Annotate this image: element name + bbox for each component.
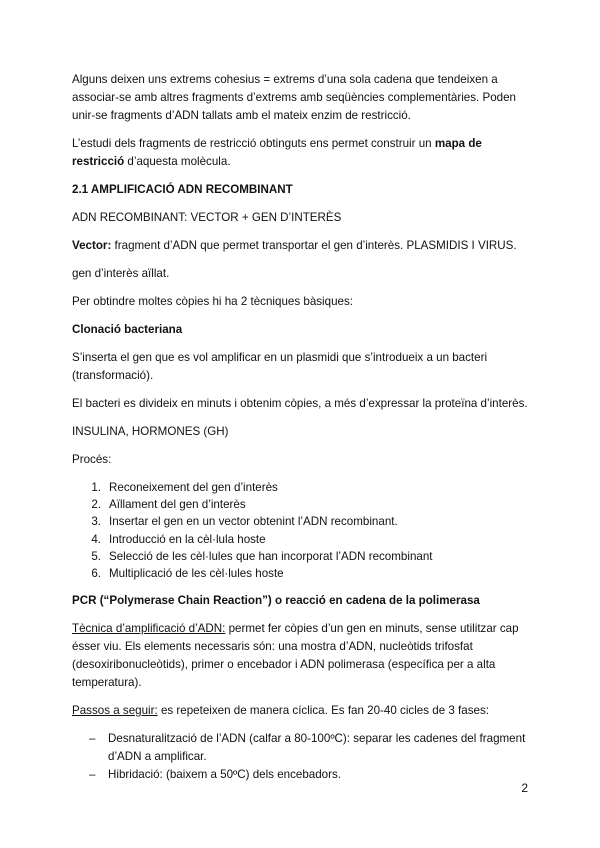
list-item xyxy=(72,730,530,766)
list-item-text: Multiplicació de les cèl·lules hoste xyxy=(109,567,284,581)
dash-bullet: – xyxy=(89,768,96,782)
proces-label: Procés: xyxy=(72,453,112,466)
paragraph-pcr-tecnica xyxy=(72,620,530,692)
vector-text: fragment d’ADN que permet transportar el gen d’interès. PLASMIDIS I VIRUS. xyxy=(111,239,517,252)
list-item xyxy=(72,513,530,530)
paragraph-adn-recombinant: ADN RECOMBINANT: VECTOR + GEN D’INTERÈS xyxy=(72,211,342,224)
pcr-tecnica-text: permet fer còpies d’un gen en minuts, sense utilitzar cap ésser viu. Els elements necessaris són: una mostra d’ADN, nucleòtids trifosfat (desoxiribonucleòtids), primer o encebador i ADN polimerasa (específica per a alta temperatura). xyxy=(72,622,519,690)
pcr-tecnica-label: Tècnica d’amplificació d’ADN: xyxy=(72,622,226,636)
section-heading-2-1: 2.1 AMPLIFICACIÓ ADN RECOMBINANT xyxy=(72,183,293,196)
subheading-pcr: PCR (“Polymerase Chain Reaction”) o reacció en cadena de la polimerasa xyxy=(72,594,480,608)
list-item-text: Introducció en la cèl·lula hoste xyxy=(109,532,266,546)
paragraph-clonacio-2: El bacteri es divideix en minuts i obtenim còpies, a més d’expressar la proteïna d’interès. xyxy=(72,397,528,410)
list-item xyxy=(72,565,530,582)
list-item-text: Aïllament del gen d’interès xyxy=(109,498,246,512)
paragraph-cohesive-ends: Alguns deixen uns extrems cohesius = extrems d’una sola cadena que tendeixen a associar-se amb altres fragments d’extrems amb seqüències complementàries. Poden unir-se fragments d’ADN tallats amb el mateix enzim de restricció. xyxy=(72,73,516,122)
list-item xyxy=(72,766,530,784)
list-item-text: Reconeixement del gen d’interès xyxy=(109,481,278,494)
paragraph-restriction-map xyxy=(72,135,530,171)
vector-label: Vector: xyxy=(72,239,112,252)
paragraph-gen-aillat: gen d’interès aïllat. xyxy=(72,267,170,280)
list-item-number: 5. xyxy=(91,549,101,563)
fases-list xyxy=(72,730,530,784)
subheading-clonacio: Clonació bacteriana xyxy=(72,323,183,336)
list-item-text: Hibridació: (baixem a 50ºC) dels encebadors. xyxy=(108,768,342,782)
list-item-text: Insertar el gen en un vector obtenint l’ADN recombinant. xyxy=(109,515,398,529)
page-number: 2 xyxy=(521,781,528,795)
list-item xyxy=(72,479,530,496)
restriction-map-term: mapa de restricció xyxy=(72,137,482,168)
page-content xyxy=(72,71,530,784)
list-item xyxy=(72,548,530,565)
list-item-number: 6. xyxy=(91,567,101,581)
paragraph-vector xyxy=(72,237,530,255)
list-item-number: 3. xyxy=(91,515,101,529)
paragraph-clonacio-1: S’inserta el gen que es vol amplificar en un plasmidi que s’introdueix a un bacteri (transformació). xyxy=(72,351,488,382)
list-item-number: 2. xyxy=(91,498,101,512)
paragraph-tecniques: Per obtindre moltes còpies hi ha 2 tècniques bàsiques: xyxy=(72,295,353,308)
list-item-text: Selecció de les cèl·lules que han incorporat l’ADN recombinant xyxy=(109,549,433,563)
dash-bullet: – xyxy=(89,732,96,746)
passos-text: es repeteixen de manera cíclica. Es fan 20-40 cicles de 3 fases: xyxy=(157,704,489,718)
restriction-map-text-before: L’estudi dels fragments de restricció obtinguts ens permet construir un xyxy=(72,137,435,150)
restriction-map-text-after: d’aquesta molècula. xyxy=(124,155,231,168)
paragraph-insulina: INSULINA, HORMONES (GH) xyxy=(72,425,229,438)
passos-label: Passos a seguir: xyxy=(72,704,158,718)
list-item xyxy=(72,496,530,513)
paragraph-passos xyxy=(72,702,530,720)
list-item-text: Desnaturalització de l’ADN (calfar a 80-100ºC): separar les cadenes del fragment d’ADN a amplificar. xyxy=(108,732,526,764)
list-item-number: 4. xyxy=(91,532,101,546)
list-item xyxy=(72,531,530,548)
proces-steps-list xyxy=(72,479,530,582)
list-item-number: 1. xyxy=(91,481,101,494)
